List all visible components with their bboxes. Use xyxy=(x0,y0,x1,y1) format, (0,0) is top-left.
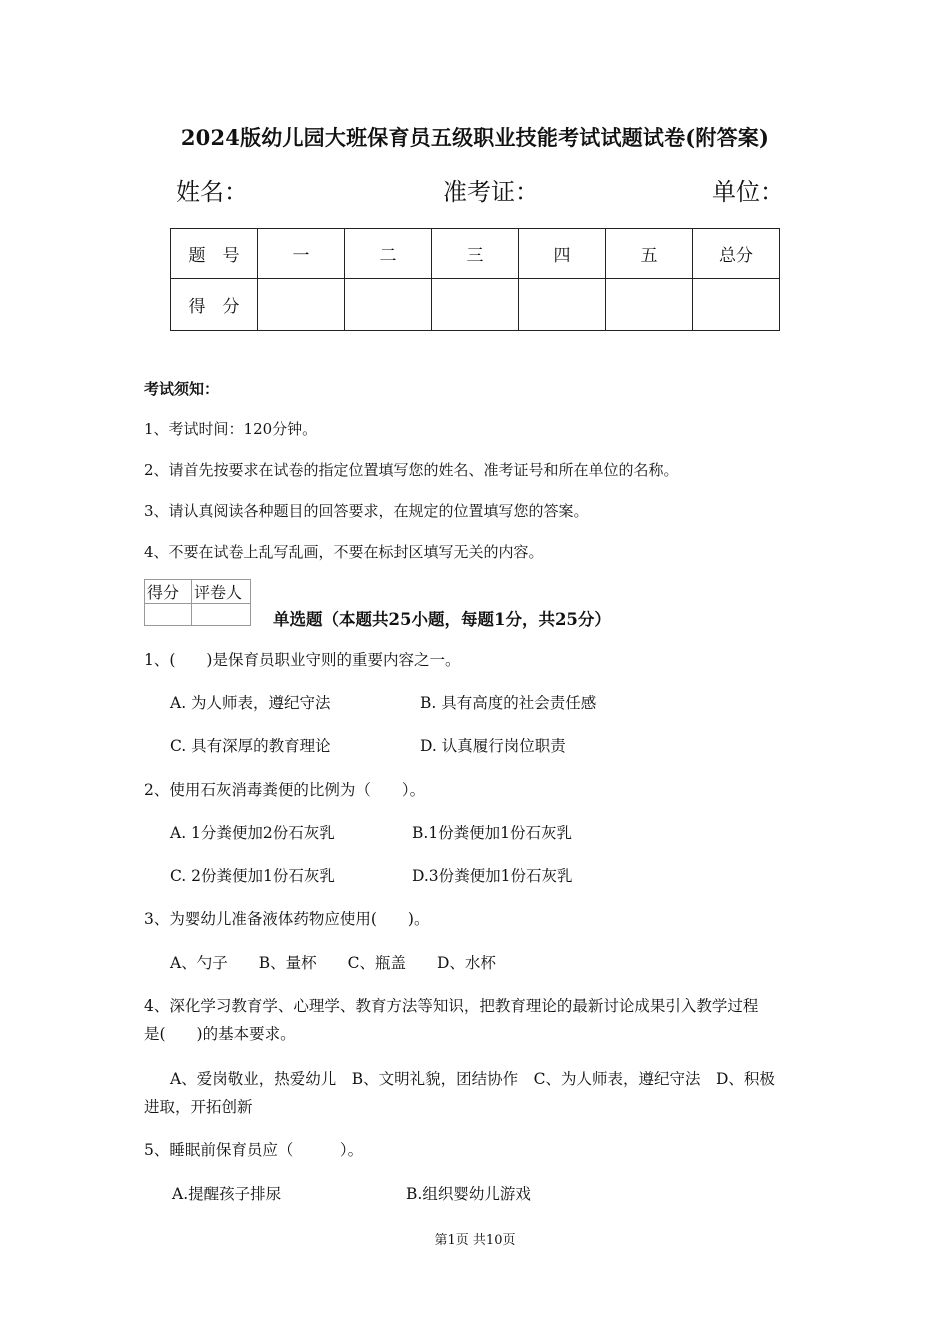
question-option: B. 具有高度的社会责任感 xyxy=(420,694,597,712)
score-input-cell[interactable] xyxy=(606,279,693,331)
question-stem: 1、( )是保育员职业守则的重要内容之一。 xyxy=(144,651,461,669)
page-title: 2024版幼儿园大班保育员五级职业技能考试试题试卷(附答案) xyxy=(180,125,770,150)
page-footer: 第1页 共10页 xyxy=(434,1233,516,1248)
grader-box-score-cell[interactable] xyxy=(145,604,192,626)
unit-field-label: 单位： xyxy=(712,178,784,206)
question-option: C. 2份粪便加1份石灰乳 xyxy=(170,867,335,885)
question-option: B.组织婴幼儿游戏 xyxy=(406,1185,531,1203)
question-option: A. 1分粪便加2份石灰乳 xyxy=(170,824,335,842)
notice-item: 4、不要在试卷上乱写乱画，不要在标封区填写无关的内容。 xyxy=(144,543,544,561)
question-options-line: A、爱岗敬业，热爱幼儿 B、文明礼貌，团结协作 C、为人师表，遵纪守法 D、积极 xyxy=(170,1070,775,1088)
question-options-line: 进取，开拓创新 xyxy=(144,1098,253,1116)
question-stem-continued: 是( )的基本要求。 xyxy=(144,1025,296,1043)
question-option: D.3份粪便加1份石灰乳 xyxy=(412,867,573,885)
score-row-label: 得 分 xyxy=(171,279,258,331)
question-stem: 3、为婴幼儿准备液体药物应使用( )。 xyxy=(144,910,430,928)
notice-heading: 考试须知： xyxy=(144,380,220,398)
exam-id-field-label: 准考证： xyxy=(443,178,539,206)
grader-box-grader-label: 评卷人 xyxy=(192,580,251,604)
score-input-cell[interactable] xyxy=(693,279,780,331)
question-option: B.1份粪便加1份石灰乳 xyxy=(412,824,573,842)
score-table-score-row xyxy=(171,279,780,331)
score-input-cell[interactable] xyxy=(432,279,519,331)
question-option: A.提醒孩子排尿 xyxy=(172,1185,282,1203)
score-table-header-cell: 二 xyxy=(345,229,432,279)
score-table-header-cell: 五 xyxy=(606,229,693,279)
question-option: A. 为人师表，遵纪守法 xyxy=(170,694,331,712)
section-title: 单选题（本题共25小题，每题1分，共25分） xyxy=(273,610,611,629)
score-input-cell[interactable] xyxy=(258,279,345,331)
question-stem: 5、睡眠前保育员应（ ）。 xyxy=(144,1141,364,1159)
question-stem: 2、使用石灰消毒粪便的比例为（ ）。 xyxy=(144,781,426,799)
question-option: D. 认真履行岗位职责 xyxy=(420,737,566,755)
notice-item: 1、考试时间：120分钟。 xyxy=(144,420,318,438)
name-field-label: 姓名： xyxy=(176,178,248,206)
question-stem: 4、深化学习教育学、心理学、教育方法等知识，把教育理论的最新讨论成果引入教学过程 xyxy=(144,997,759,1015)
grader-box xyxy=(144,579,251,626)
score-table-header-cell: 题 号 xyxy=(171,229,258,279)
score-table-header-cell: 总分 xyxy=(693,229,780,279)
score-table-header-cell: 一 xyxy=(258,229,345,279)
score-table-header-row xyxy=(171,229,780,279)
notice-item: 3、请认真阅读各种题目的回答要求，在规定的位置填写您的答案。 xyxy=(144,502,589,520)
question-option: C. 具有深厚的教育理论 xyxy=(170,737,331,755)
notice-item: 2、请首先按要求在试卷的指定位置填写您的姓名、准考证号和所在单位的名称。 xyxy=(144,461,679,479)
score-table-header-cell: 三 xyxy=(432,229,519,279)
score-input-cell[interactable] xyxy=(345,279,432,331)
score-input-cell[interactable] xyxy=(519,279,606,331)
question-options-line: A、勺子 B、量杯 C、瓶盖 D、水杯 xyxy=(170,954,496,972)
grader-box-grader-cell[interactable] xyxy=(192,604,251,626)
grader-box-score-label: 得分 xyxy=(145,580,192,604)
score-table xyxy=(170,228,780,331)
score-table-header-cell: 四 xyxy=(519,229,606,279)
